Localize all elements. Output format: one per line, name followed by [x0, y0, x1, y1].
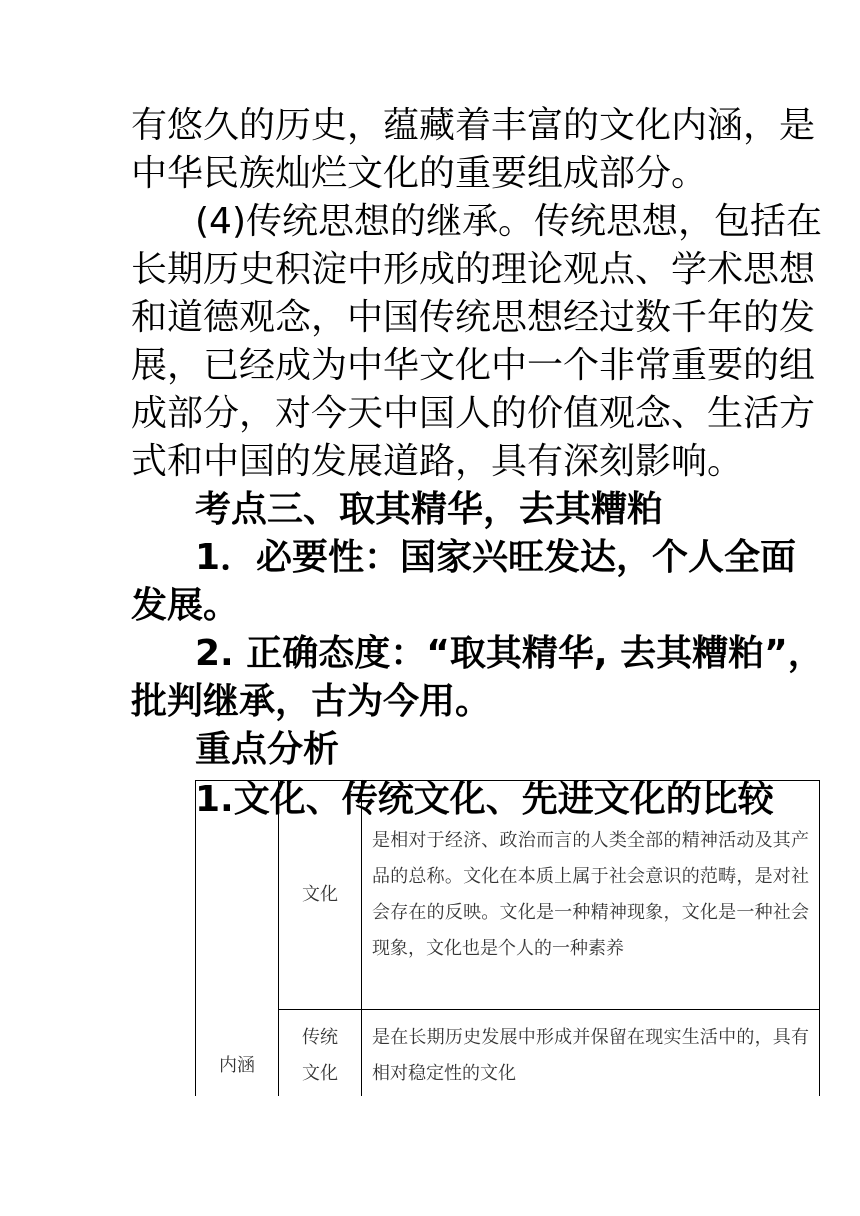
term-cell	[279, 1010, 362, 1107]
definition-text: 是相对于经济、政治而言的人类全部的精神活动及其产品的总称。文化在本质上属于社会意识的范畴，是对社会存在的反映。文化是一种精神现象，文化是一种社会现象，文化也是个人的一种素养	[372, 830, 809, 959]
table-row	[196, 1010, 820, 1107]
point-1-line-1: 1．必要性：国家兴旺发达，个人全面	[195, 537, 797, 578]
definition-cell	[362, 1010, 820, 1107]
row-header-label: 内涵	[219, 1054, 255, 1076]
analysis-subheading: 1.文化、传统文化、先进文化的比较	[195, 779, 774, 820]
term-label: 文化	[302, 884, 338, 905]
term-label-line-1: 传统	[302, 1027, 338, 1048]
body-text-line: 长期历史积淀中形成的理论观点、学术思想	[131, 249, 816, 290]
section-heading: 考点三、取其精华，去其糟粕	[195, 489, 664, 530]
point-1-line-2: 发展。	[131, 585, 240, 626]
analysis-heading: 重点分析	[195, 729, 340, 770]
row-header-cell	[196, 781, 279, 1107]
body-text-line: 式和中国的发展道路，具有深刻影响。	[131, 441, 744, 482]
definition-text: 是在长期历史发展中形成并保留在现实生活中的，具有相对稳定性的文化	[372, 1027, 809, 1084]
body-text-line: 有悠久的历史，蕴藏着丰富的文化内涵，是	[131, 105, 816, 146]
page-bottom-margin	[0, 1096, 860, 1216]
term-cell	[279, 781, 362, 1010]
body-text-line: 展，已经成为中华文化中一个非常重要的组	[131, 345, 816, 386]
body-text-line: (4)传统思想的继承。传统思想，包括在	[195, 201, 822, 242]
definition-cell	[362, 781, 820, 1010]
body-text-line: 成部分，对今天中国人的价值观念、生活方	[131, 393, 816, 434]
comparison-table	[195, 780, 820, 1107]
point-2-line-1: 2. 正确态度：“取其精华, 去其糟粕”，	[195, 633, 824, 674]
term-label-line-2: 文化	[302, 1063, 338, 1084]
table-row	[196, 781, 820, 1010]
body-text-line: 中华民族灿烂文化的重要组成部分。	[131, 153, 708, 194]
body-text-line: 和道德观念，中国传统思想经过数千年的发	[131, 297, 816, 338]
point-2-line-2: 批判继承，古为今用。	[131, 681, 492, 722]
